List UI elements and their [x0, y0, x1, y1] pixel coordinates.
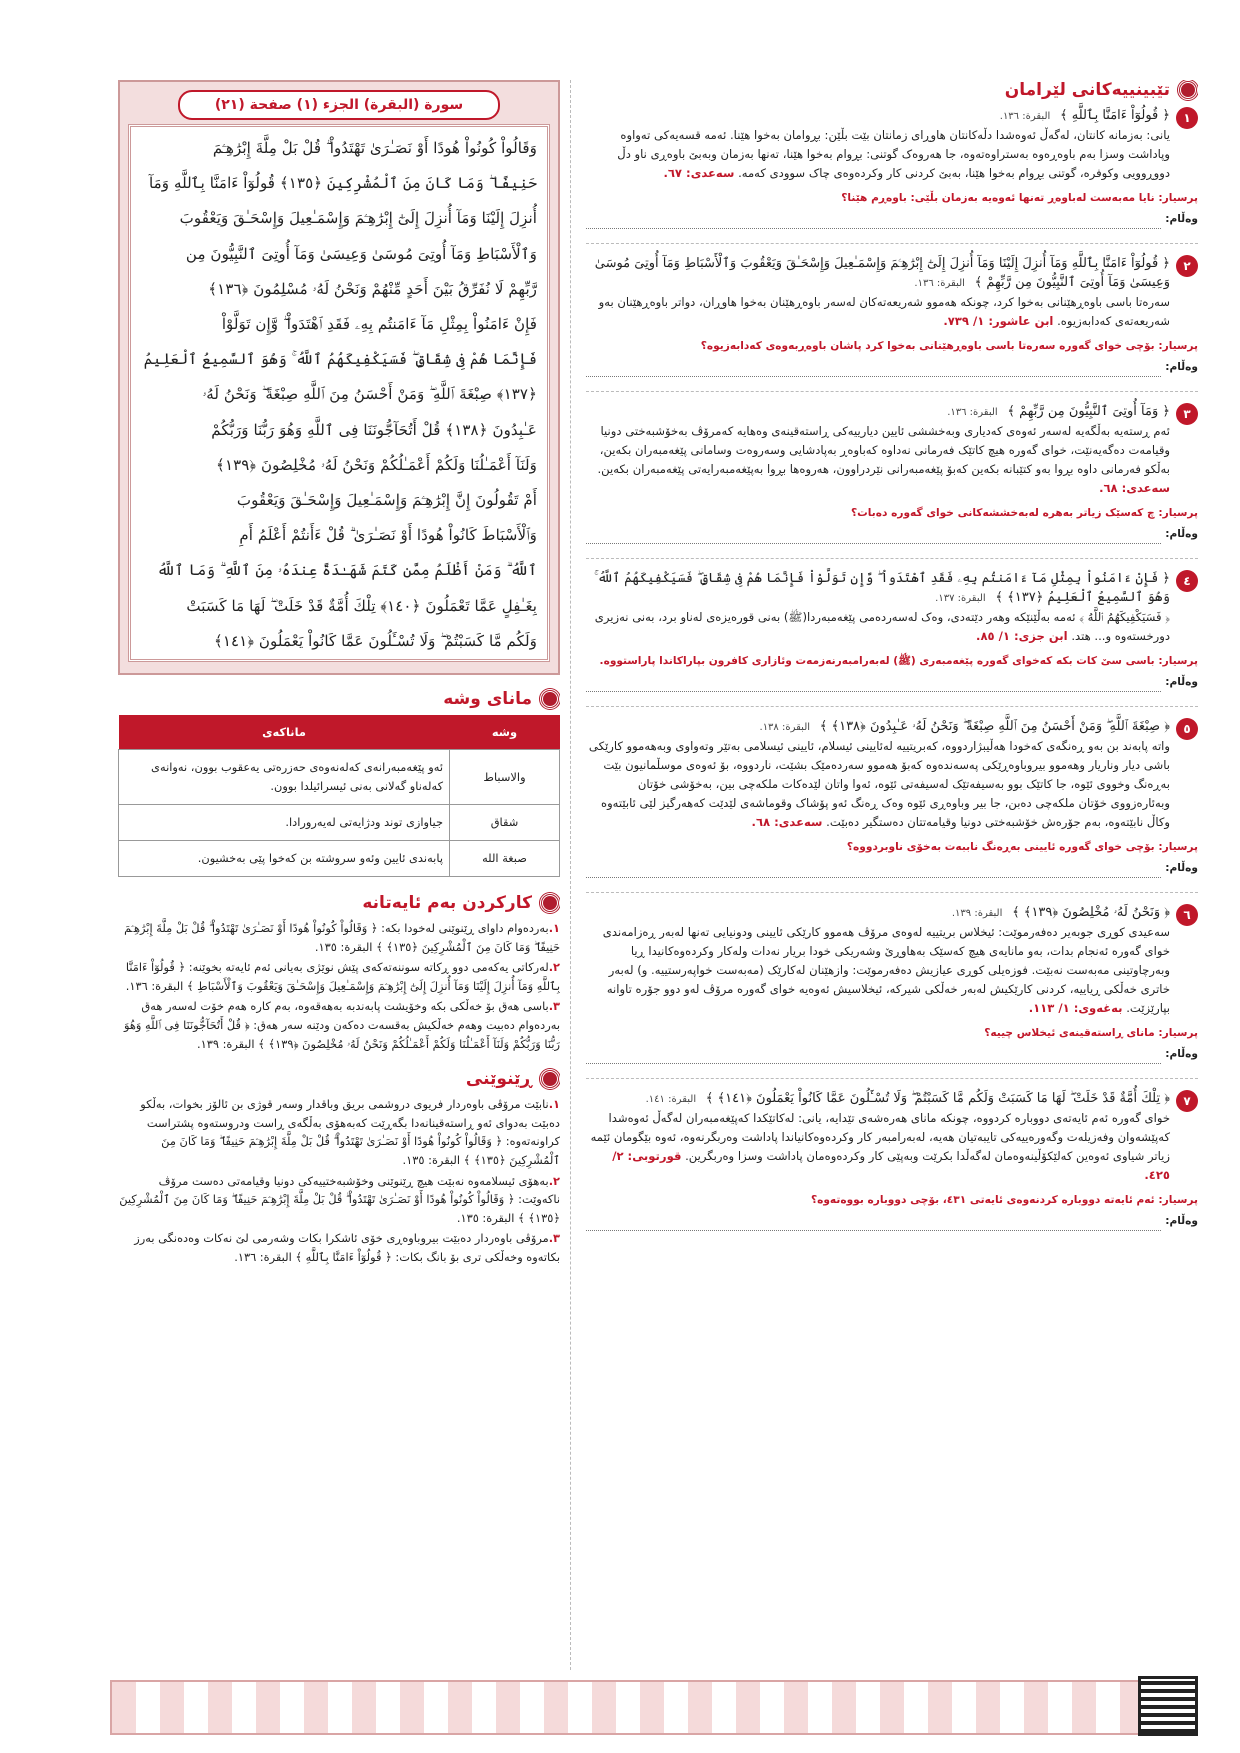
concept-body: ﴿ فَسَيَكْفِيكَهُمُ ٱللَّهُ ﴾ ئەمە بەڵێنێکە وهەر دێتەدی، وەک لەسەردەمی پێغەمبەردا(ﷺ) بەنی قورەیزەی لەناو برد، بەنی نەزیری دورخستەوە و... هتد.	[594, 610, 1170, 643]
quran-line: بِغَـٰفِلٍ عَمَّا تَعْمَلُونَ ﴿١٤٠﴾ تِلْكَ أُمَّةٌ قَدْ خَلَتْ ۖ لَهَا مَا كَسَبَتْ	[186, 596, 537, 615]
quran-line: أُنزِلَ إِلَيْنَا وَمَآ أُنزِلَ إِلَىٰٓ إِبْرَٰهِـۧمَ وَإِسْمَـٰعِيلَ وَإِسْحَـٰقَ وَيَعْقُوبَ	[179, 209, 537, 228]
question: پرسیار: مانای ڕاستەقینەی ئیخلاس چییە؟	[984, 1027, 1198, 1039]
ayah-text: ﴿ وَنَحْنُ لَهُۥ مُخْلِصُونَ ﴿١٣٩﴾ ﴾	[1012, 905, 1170, 920]
answer-line[interactable]: وەڵام:	[586, 210, 1198, 229]
ayah-reference: البقرة: ١٣٦.	[947, 407, 998, 418]
answer-line[interactable]: وەڵام:	[586, 1045, 1198, 1064]
rosette-icon	[540, 1069, 560, 1089]
item-number: ٥	[1176, 718, 1198, 740]
surah-header: سورة (البقرة) الجزء (١) صفحة (٢١)	[178, 90, 500, 120]
answer-line[interactable]: وەڵام:	[586, 358, 1198, 377]
glossary-meaning: ئەو پێغەمبەرانەی کەلەنەوەی حەزرەتی یەعقوب بوون، نەوانەی کەلەناو گەلانی بەنی ئیسرائیلدا بوون.	[119, 750, 450, 805]
rosette-icon	[540, 893, 560, 913]
ayah-reference: البقرة: ١٣٨.	[759, 722, 811, 733]
glossary-col-meaning: ماناکەی	[119, 715, 450, 750]
list-item: ١.بەردەوام داوای ڕێنوێنی لەخودا بکە: ﴿ وَقَالُواْ كُونُواْ هُودًا أَوْ نَصَـٰرَىٰ تَهْتَدُواْ ۗ قُلْ بَلْ مِلَّةَ إِبْرَٰهِـۧمَ حَنِيفًا ۖ وَمَا كَانَ مِنَ ٱلْمُشْرِكِينَ ﴿١٣٥﴾ ﴾ البقرة: ١٣٥.	[124, 921, 560, 954]
glossary-word: صبغة الله	[450, 841, 560, 877]
glossary-meaning: پابەندی ئایین وئەو سروشتە بن کەخوا پێی بەخشیون.	[119, 841, 450, 877]
item-number: ١	[1176, 107, 1198, 129]
ayah-text: ﴿ فَإِنْ ءَامَنُواْ بِمِثْلِ مَآ ءَامَنتُم بِهِۦ فَقَدِ ٱهْتَدَواْ ۖ وَّإِن تَوَلَّوْاْ فَإِنَّمَا هُمْ فِى شِقَاقٍ ۖ فَسَيَكْفِيكَهُمُ ٱللَّهُ ۚ وَهُوَ ٱلسَّمِيعُ ٱلْعَلِيمُ ﴿١٣٧﴾ ﴾	[594, 571, 1170, 605]
source-citation: ابن جزی: ١/ ٨٥.	[976, 629, 1068, 643]
practice-title: کارکردن بەم ئایەتانە	[118, 893, 560, 913]
concepts-column	[586, 80, 1198, 1670]
practice-list	[118, 919, 560, 1053]
concept-item	[586, 1089, 1198, 1235]
glossary-title: مانای وشە	[118, 689, 560, 709]
item-number: ٧	[1176, 1090, 1198, 1112]
quran-line: فَإِنَّمَا هُمْ فِى شِقَاقٍ ۖ فَسَيَكْفِيكَهُمُ ٱللَّهُ ۚ وَهُوَ ٱلسَّمِيعُ ٱلْعَلِيمُ	[143, 350, 537, 369]
concept-body: سەرەتا باسی باوەڕهێنانی بەخوا کرد، چونکە هەموو شەریعەتەکان لەسەر باوەڕهێنان بەخوا هاوڕان، دواتر باوەڕهێنان بەو شەریعەتەی کەدابەزیوە.	[598, 295, 1170, 328]
rosette-icon	[1178, 80, 1198, 100]
answer-line[interactable]: وەڵام:	[586, 673, 1198, 692]
quran-line: وَقَالُواْ كُونُواْ هُودًا أَوْ نَصَـٰرَىٰ تَهْتَدُواْ ۗ قُلْ بَلْ مِلَّةَ إِبْرَٰهِـۧمَ	[212, 139, 537, 157]
glossary-meaning: جیاوازی توند ودژایەتی لەیەرورادا.	[119, 805, 450, 841]
concept-item	[586, 402, 1198, 548]
concept-item	[586, 254, 1198, 381]
ayah-reference: البقرة: ١٤١.	[645, 1094, 697, 1105]
source-citation: بەغەوی: ١/ ١١٣.	[1028, 1001, 1123, 1015]
question: پرسیار: نایا مەبەست لەباوەڕ تەنها ئەوەیە بەزمان بڵێی: باوەڕم هێنا؟	[841, 192, 1198, 204]
concept-item	[586, 106, 1198, 233]
source-citation: قورتوبی: ٢/ ٤٢٥.	[612, 1149, 1170, 1182]
guidance-list	[118, 1095, 560, 1266]
glossary-table	[118, 715, 560, 877]
ayah-reference: البقرة: ١٣٧.	[935, 593, 986, 604]
item-number: ٢	[1176, 255, 1198, 277]
concept-body: یانی: بەزمانە کانتان، لەگەڵ ئەوەشدا دڵەکانتان هاوڕای زمانتان بێت بڵێن: بڕوامان بەخوا هێنا. ئەمە قسەیەکی تەواوە وپاداشت وسزا بەم باوەڕەوە بەستراوەتەوە، جا هەروەک گوتنی: بڕوام بەخوا هێنا، تەنها بەزمان وبەبێ باوەڕی ناو دڵ دووڕوویی وکوفرە، گوتنی بڕوام بەخوا هێنا، بەبێ کردنی کار وکردەوەی چاک سوودی کەمە.	[617, 128, 1170, 180]
quran-line: ٱللَّهُ ۗ وَمَنْ أَظْلَمُ مِمَّن كَتَمَ شَهَـٰدَةً عِندَهُۥ مِنَ ٱللَّهِ ۗ وَمَا ٱللَّهُ	[156, 561, 537, 580]
quran-line: رَّبِّهِمْ لَا نُفَرِّقُ بَيْنَ أَحَدٍ مِّنْهُمْ وَنَحْنُ لَهُۥ مُسْلِمُونَ ﴿١٣٦﴾	[208, 279, 537, 298]
answer-line[interactable]: وەڵام:	[586, 525, 1198, 544]
source-citation: سەعدی: ٦٧.	[663, 166, 735, 180]
quran-line: أَمْ تَقُولُونَ إِنَّ إِبْرَٰهِـۧمَ وَإِسْمَـٰعِيلَ وَإِسْحَـٰقَ وَيَعْقُوبَ	[236, 491, 537, 510]
quran-line: وَلَنَآ أَعْمَـٰلُنَا وَلَكُمْ أَعْمَـٰلُكُمْ وَنَحْنُ لَهُۥ مُخْلِصُونَ ﴿١٣٩﴾	[216, 455, 537, 474]
guidance-title: ڕێنوێنی	[118, 1069, 560, 1089]
column-divider	[570, 80, 571, 1670]
list-item: ٣.باسی هەق بۆ خەڵکی بکە وخۆیشت پابەندبە بەهەقەوە، بەم کارە هەم خۆت لەسەر هەق بەردەوام دەبیت وهەم خەڵکیش بەقسەت دەکەن ودێنە سەر هەق: ﴿ قُلْ أَتُحَآجُّونَنَا فِى ٱللَّهِ وَهُوَ رَبُّنَا وَرَبُّكُمْ وَلَنَآ أَعْمَـٰلُنَا وَلَكُمْ أَعْمَـٰلُكُمْ وَنَحْنُ لَهُۥ مُخْلِصُونَ ﴿١٣٩﴾ ﴾ البقرة: ١٣٩.	[123, 999, 560, 1051]
source-citation: ابن عاشور: ١/ ٧٣٩.	[943, 314, 1054, 328]
list-item: ٢.بەهۆی ئیسلامەوە نەبێت هیچ ڕێنوێنی وخۆشبەختییەکی دونیا وقیامەتی دەست مرۆڤ ناکەوێت: ﴿ وَقَالُواْ كُونُواْ هُودًا أَوْ نَصَـٰرَىٰ تَهْتَدُواْ ۗ قُلْ بَلْ مِلَّةَ إِبْرَٰهِـۧمَ حَنِيفًا ۖ وَمَا كَانَ مِنَ ٱلْمُشْرِكِينَ ﴿١٣٥﴾ ﴾ البقرة: ١٣٥.	[119, 1173, 560, 1225]
ayah-reference: البقرة: ١٣٦.	[914, 278, 965, 289]
source-citation: سەعدی: ٦٨.	[1099, 481, 1170, 495]
quran-line: ﴿١٣٧﴾ صِبْغَةَ ٱللَّهِ ۖ وَمَنْ أَحْسَنُ مِنَ ٱللَّهِ صِبْغَةً ۖ وَنَحْنُ لَهُۥ	[202, 385, 537, 404]
concept-body: واتە پابەند بن بەو ڕەنگەی کەخودا هەڵیبژاردووە، کەبریتییە لەئایینی ئیسلام، ئایینی ئیسلامی بەتێر وتەواوی وبەهەموو کارێکی باشی دیار وناریار وهەموو بیروباوەڕێکی پەسەندەوە کەبۆ هەموو سەردەمێک بشێت، ناردووە، بۆ ئەوەی موسڵمانیون بێت بەڕەنگ وخووی ئێوە، جا کاتێک بوو بەسیفەتێک لەسیفەتی ئێوە، ئەوا واتان لێدەکات ملکەچی بین، بەخۆشی خۆتان وبەئارەزووی خۆتان ملکەچی دەبن، جا بیر وباوەڕی ئێوە وەک ڕەنگ ئەو پۆشاک وقوماشەی لێدێت کەهەرگیز لێی ئابێتەوە وکاڵ نابێتەوە، بەم جۆرەش خۆشبەختی دونیا وقیامەتتان دەستگیر دەبێت.	[588, 739, 1170, 829]
question: پرسیار: باسی سێ کات بکە کەخوای گەورە پێغەمبەری (ﷺ) لەبەرامبەرنەزمەت وئازاری کافرون بپاراکاندا پاراستووە.	[599, 655, 1198, 667]
quran-line: عَـٰبِدُونَ ﴿١٣٨﴾ قُلْ أَتُحَآجُّونَنَا فِى ٱللَّهِ وَهُوَ رَبُّنَا وَرَبُّكُمْ	[211, 420, 537, 439]
quran-page-frame	[118, 80, 560, 675]
ayah-text: ﴿ تِلْكَ أُمَّةٌ قَدْ خَلَتْ ۖ لَهَا مَا كَسَبَتْ وَلَكُم مَّا كَسَبْتُمْ ۖ وَلَا تُسْـَٔلُونَ عَمَّا كَانُواْ يَعْمَلُونَ ﴿١٤١﴾ ﴾	[705, 1091, 1170, 1106]
ayah-text: ﴿ وَمَآ أُوتِىَ ٱلنَّبِيُّونَ مِن رَّبِّهِمْ ﴾	[1007, 404, 1170, 419]
ayah-text: ﴿ قُولُوٓاْ ءَامَنَّا بِٱللَّهِ ﴾	[1059, 108, 1170, 123]
list-item: ٢.لەرکاتی یەکەمی دوو ڕکاتە سوننەتەکەی پێش نوێژی بەیانی ئەم ئایەتە بخوێنە: ﴿ قُولُوٓاْ ءَامَنَّا بِٱللَّهِ وَمَآ أُنزِلَ إِلَيْنَا وَمَآ أُنزِلَ إِلَىٰٓ إِبْرَٰهِـۧمَ وَإِسْمَـٰعِيلَ وَإِسْحَـٰقَ وَيَعْقُوبَ وَٱلْأَسْبَاطِ ﴾ البقرة: ١٣٦.	[125, 960, 560, 993]
quran-line: وَٱلْأَسْبَاطِ وَمَآ أُوتِىَ مُوسَىٰ وَعِيسَىٰ وَمَآ أُوتِىَ ٱلنَّبِيُّونَ مِن	[185, 244, 537, 263]
item-number: ٦	[1176, 904, 1198, 926]
glossary-word: والاسباط	[450, 750, 560, 805]
answer-line[interactable]: وەڵام:	[586, 1212, 1198, 1231]
concept-body: سەعیدی کوڕی جوبەیر دەفەرموێت: ئیخلاس بریتییە لەوەی مرۆڤ هەموو کارێکی ئایینی ودونیایی تەنها لەبەر ڕەزامەندی خوای گەورە ئەنجام بدات، بەو مانایەی هیچ کەسێک بەهاوڕێ وشەریکی خودا بریار نەدات ولەکار وکردەوەکانیدا ڕیا وبەرچاوتینی مەبەست نەبێت. فوزەیلی کوڕی عیازیش دەفەرموێت: وازهێنان لەکارێک (مەبەست خواپەرستییە. و) لەبەر خاتری خەڵکی ڕیاییە، کردنی کارێکیش لەبەر خەڵکی شیرکە، ئیخلاسیش ئەوەیە خوای گەورە مرۆڤ لەو دوو جۆرە تاوانە بپارێزێت.	[602, 925, 1170, 1015]
quran-line: وَلَكُم مَّا كَسَبْتُمْ ۖ وَلَا تُسْـَٔلُونَ عَمَّا كَانُواْ يَعْمَلُونَ ﴿١٤١﴾	[213, 631, 537, 650]
concept-body: ئەم ڕستەیە بەڵگەیە لەسەر ئەوەی کەدیاری وبەخششی ئایین دیارییەکی ڕاستەقینەی وەهایە کەمرۆڤ بەخۆشبەختی دونیا وقیامەت دەگەیەنێت، خوای گەورە هیچ کاتێک فەرمانی نەداوە کەباوەڕ بەپادشایی وسەروەت وسامانی پێغەمبەران بکەین، بەڵکو فەرمانی داوە بڕوا بەو کتێبانە بکەین کەبۆ پێغەمبەرانی نێردراوون، هەروەها بڕوا بەپێغەمبەرایەتی پێغەمبەران بکەین.	[597, 424, 1170, 476]
list-item: ٣.مرۆڤی باوەردار دەبێت بیروباوەڕی خۆی ئاشکرا بکات وشەرمی لێ نەکات وەدەنگی بەرز بکاتەوە وخەڵکی تری بۆ بانگ بکات: ﴿ قُولُوٓاْ ءَامَنَّا بِٱللَّهِ ﴾ البقرة: ١٣٦.	[134, 1231, 560, 1264]
question: پرسیار: ئەم ئایەتە دووبارە کردنەوەی ئایەتی ٤٣١، بۆچی دووبارە بووەتەوە؟	[810, 1194, 1198, 1206]
ayah-text: ﴿ صِبْغَةَ ٱللَّهِ ۖ وَمَنْ أَحْسَنُ مِنَ ٱللَّهِ صِبْغَةً ۖ وَنَحْنُ لَهُۥ عَـٰبِدُونَ ﴿١٣٨﴾ ﴾	[819, 719, 1170, 734]
quran-line: وَٱلْأَسْبَاطَ كَانُواْ هُودًا أَوْ نَصَـٰرَىٰ ۗ قُلْ ءَأَنتُمْ أَعْلَمُ أَمِ	[239, 526, 537, 545]
table-row	[119, 750, 560, 805]
quran-text-block	[128, 124, 550, 662]
glossary-col-word: وشە	[450, 715, 560, 750]
source-citation: سەعدی: ٦٨.	[751, 815, 823, 829]
question: پرسیار: بۆچی خوای گەورە سەرەتا باسی باوەڕهێنانی بەخوا کرد پاشان باوەڕبەوەی کەدابەزیوە؟	[700, 340, 1198, 352]
concepts-title-text: تێبینییەکانی لێرامان	[1004, 80, 1170, 100]
question: پرسیار: بۆچی خوای گەورە ئایینی بەڕەنگ ناببەت بەخۆی ناوبردووە؟	[846, 841, 1198, 853]
table-row	[119, 805, 560, 841]
question: پرسیار: چ کەسێک زیاتر بەهرە لەبەخششەکانی خوای گەورە دەبات؟	[850, 507, 1198, 519]
left-column	[118, 80, 560, 1670]
quran-line: فَإِنْ ءَامَنُواْ بِمِثْلِ مَآ ءَامَنتُم بِهِۦ فَقَدِ ٱهْتَدَواْ ۖ وَّإِن تَوَلَّوْاْ	[221, 315, 537, 334]
glossary-word: شقاق	[450, 805, 560, 841]
ayah-reference: البقرة: ١٣٦.	[999, 111, 1051, 122]
decorative-footer-border	[110, 1680, 1140, 1735]
ayah-reference: البقرة: ١٣٩.	[951, 908, 1003, 919]
quran-line: حَنِيفًا ۖ وَمَا كَانَ مِنَ ٱلْمُشْرِكِينَ ﴿١٣٥﴾ قُولُوٓاْ ءَامَنَّا بِٱللَّهِ وَمَآ	[149, 174, 537, 193]
concept-item	[586, 903, 1198, 1068]
item-number: ٣	[1176, 403, 1198, 425]
ayah-text: ﴿ قُولُوٓاْ ءَامَنَّا بِٱللَّهِ وَمَآ أُنزِلَ إِلَيْنَا وَمَآ أُنزِلَ إِلَىٰٓ إِبْرَٰهِـۧمَ وَإِسْمَـٰعِيلَ وَإِسْحَـٰقَ وَيَعْقُوبَ وَٱلْأَسْبَاطِ وَمَآ أُوتِىَ مُوسَىٰ وَعِيسَىٰ وَمَآ أُوتِىَ ٱلنَّبِيُّونَ مِن رَّبِّهِمْ ﴾	[594, 256, 1170, 290]
concepts-title	[586, 80, 1198, 100]
table-row	[119, 841, 560, 877]
list-item: ١.نابێت مرۆڤی باوەردار فریوی دروشمی بریق وباقدار وسەر قوژی بن ئالۆز بخوات، بەڵکو دەبێت بەدوای ئەو ڕاستەقینانەدا بگەڕێت کەبەهۆی بەڵگەی ڕاست ودروستەوە پشتراست کراونەتەوە: ﴿ وَقَالُواْ كُونُواْ هُودًا أَوْ نَصَـٰرَىٰ تَهْتَدُواْ ۗ قُلْ بَلْ مِلَّةَ إِبْرَٰهِـۧمَ حَنِيفًا ۖ وَمَا كَانَ مِنَ ٱلْمُشْرِكِينَ ﴿١٣٥﴾ ﴾ البقرة: ١٣٥.	[140, 1097, 560, 1167]
concept-body: خوای گەورە ئەم ئایەتەی دووبارە کردووە، چونکە مانای هەرەشەی تێدایە، یانی: لەکاتێکدا کەپێغەمبەران لەگەڵ ئەوەشدا کەپێشەوان وفەزیلەت وگەورەییەکی تایبەتیان هەیە، لەبەرامبەر کار وکردەوەکانیاندا پاداشت وەربگرنەوە، ئەوە بێگومان ئێمە زیاتر شیاوی ئەوەین کەلێکۆڵینەوەمان لەگەڵدا بکرێت وبەپێی کار وکردەوەمان پاداشت وسزا وەربگرین.	[590, 1111, 1170, 1163]
rosette-icon	[540, 689, 560, 709]
answer-line[interactable]: وەڵام:	[586, 859, 1198, 878]
item-number: ٤	[1176, 570, 1198, 592]
concept-item	[586, 569, 1198, 696]
qr-code-icon[interactable]	[1138, 1676, 1198, 1736]
concept-item	[586, 717, 1198, 882]
